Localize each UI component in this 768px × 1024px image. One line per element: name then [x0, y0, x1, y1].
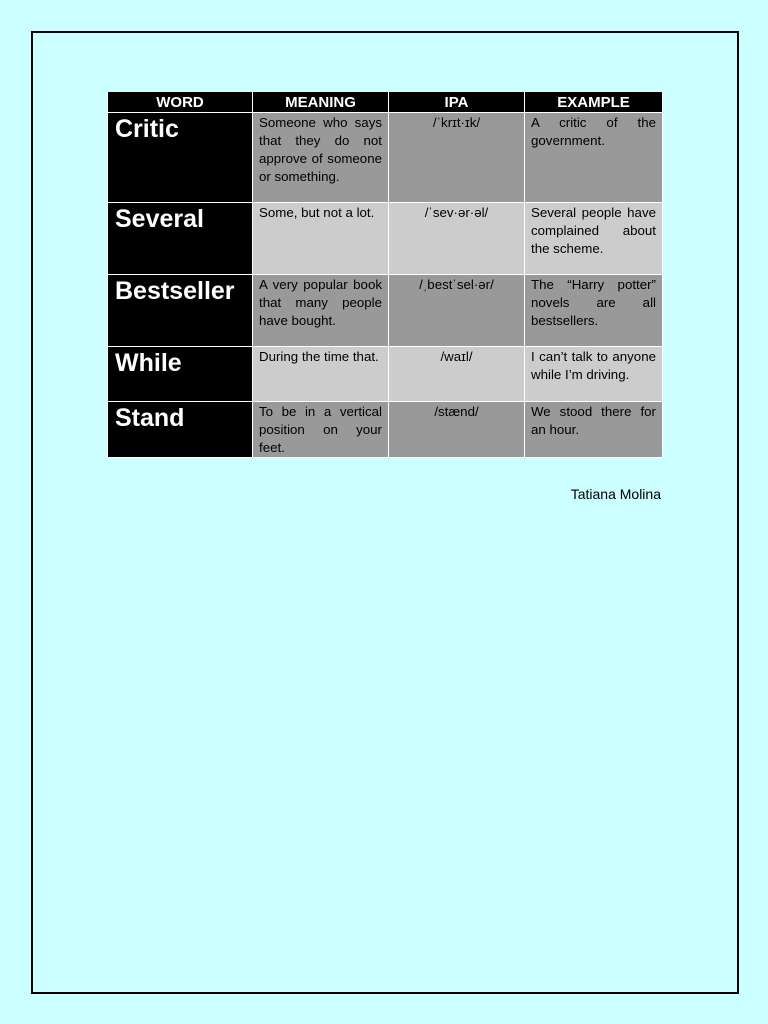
example-cell: A critic of the government. [525, 113, 663, 203]
meaning-cell: Someone who says that they do not approve of someone or something. [253, 113, 389, 203]
example-cell: Several people have complained about the scheme. [525, 203, 663, 275]
meaning-cell: To be in a vertical position on your feet. [253, 402, 389, 458]
meaning-cell: Some, but not a lot. [253, 203, 389, 275]
meaning-cell: During the time that. [253, 347, 389, 402]
ipa-cell: /ˈkrɪt·ɪk/ [389, 113, 525, 203]
table-row [108, 402, 663, 458]
table-row [108, 347, 663, 402]
table-row [108, 275, 663, 347]
header-word: WORD [108, 92, 253, 113]
header-meaning: MEANING [253, 92, 389, 113]
word-cell: Bestseller [108, 275, 253, 347]
header-ipa: IPA [389, 92, 525, 113]
word-cell: Critic [108, 113, 253, 203]
ipa-cell: /stænd/ [389, 402, 525, 458]
ipa-cell: /ˈsev·ər·əl/ [389, 203, 525, 275]
vocabulary-table [107, 92, 663, 458]
word-cell: Several [108, 203, 253, 275]
word-cell: Stand [108, 402, 253, 458]
header-example: EXAMPLE [525, 92, 663, 113]
ipa-cell: /ˌbestˈsel·ər/ [389, 275, 525, 347]
table-row [108, 203, 663, 275]
example-cell: The “Harry potter” novels are all bestsellers. [525, 275, 663, 347]
example-cell: I can’t talk to anyone while I’m driving. [525, 347, 663, 402]
word-cell: While [108, 347, 253, 402]
author-name: Tatiana Molina [570, 486, 661, 502]
table-row [108, 113, 663, 203]
meaning-cell: A very popular book that many people have bought. [253, 275, 389, 347]
ipa-cell: /waɪl/ [389, 347, 525, 402]
table-header-row [108, 92, 663, 113]
example-cell: We stood there for an hour. [525, 402, 663, 458]
